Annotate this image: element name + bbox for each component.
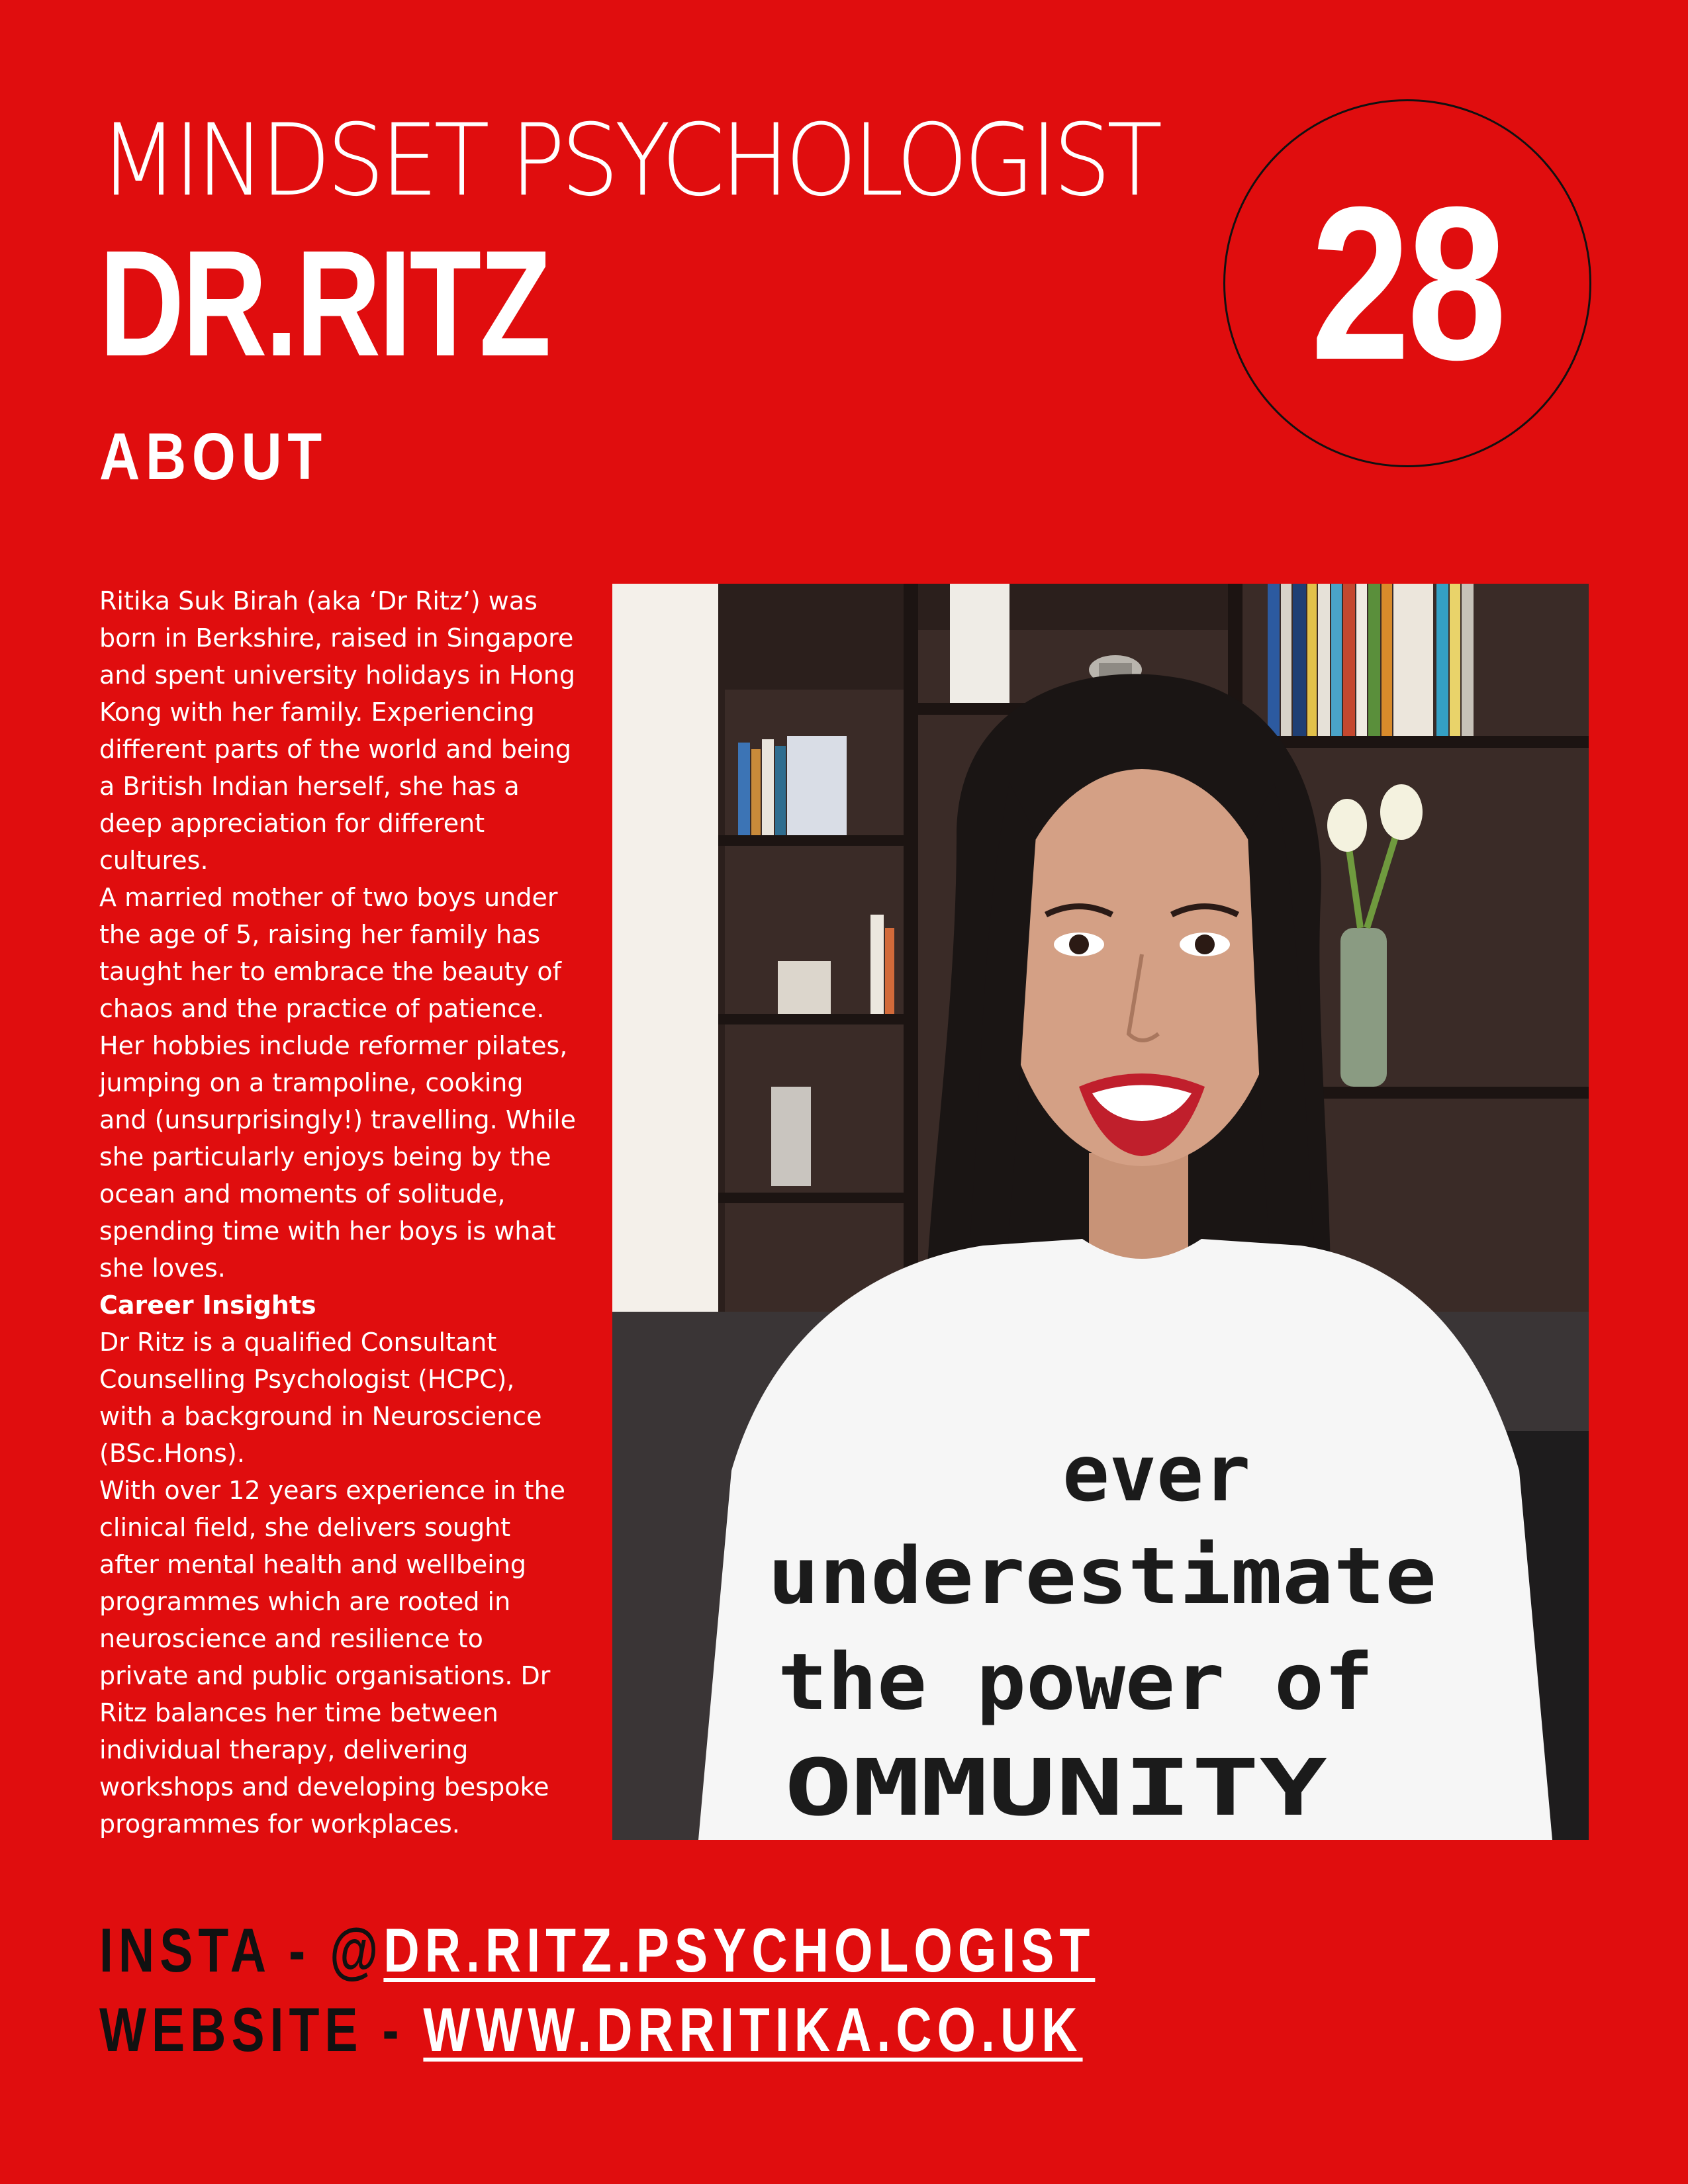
page-number-badge [1223,99,1591,467]
bio-paragraph-experience: With over 12 years experience in the clinical field, she delivers sought after mental health and wellbeing programmes which are rooted in neuroscience and resilience to private and public organisations. Dr Ritz balances her time between individual therapy, delivering workshops and developing bespoke programmes for workplaces. [99,1476,566,1839]
shirt-line-2: underestimate [768,1530,1436,1621]
page-number: 28 [1311,161,1504,405]
bio-paragraph-family: A married mother of two boys under the age of 5, raising her family has taught her to embrace the beauty of chaos and the practice of patience. Her hobbies include reformer pilates, jumping on a trampoline, cooking and (unsurprisingly!) travelling. While she particularly enjoys being by the ocean and moments of solitude, spending time with her boys is what she loves. [99,883,576,1283]
instagram-label: INSTA - @ [99,1915,384,1985]
shirt-line-4: OMMUNITY [784,1742,1327,1833]
section-heading: ABOUT [99,420,328,494]
portrait-photo [612,584,1589,1840]
page-pretitle: MINDSET PSYCHOLOGIST [99,103,1158,218]
career-insights-heading: Career Insights [99,1291,316,1320]
shirt-line-3: the power of [778,1636,1374,1727]
portrait-illustration [612,584,1589,1840]
website-link[interactable]: WWW.DRRITIKA.CO.UK [423,1995,1083,2064]
bio-text [99,582,576,1843]
instagram-line [99,1915,1096,1985]
bio-paragraph-qualifications: Dr Ritz is a qualified Consultant Counselling Psychologist (HCPC), with a background in Neuroscience (BSc.Hons). [99,1328,542,1468]
shirt-line-1: ever [1062,1428,1251,1519]
website-label: WEBSITE - [99,1995,424,2064]
page-title: DR.RITZ [99,220,549,388]
website-line [99,1995,1083,2064]
instagram-handle-link[interactable]: DR.RITZ.PSYCHOLOGIST [383,1915,1096,1985]
bio-paragraph-origins: Ritika Suk Birah (aka ‘Dr Ritz’) was born in Berkshire, raised in Singapore and spent university holidays in Hong Kong with her family. Experiencing different parts of the world and being a British Indian herself, she has a deep appreciation for different cultures. [99,586,575,875]
